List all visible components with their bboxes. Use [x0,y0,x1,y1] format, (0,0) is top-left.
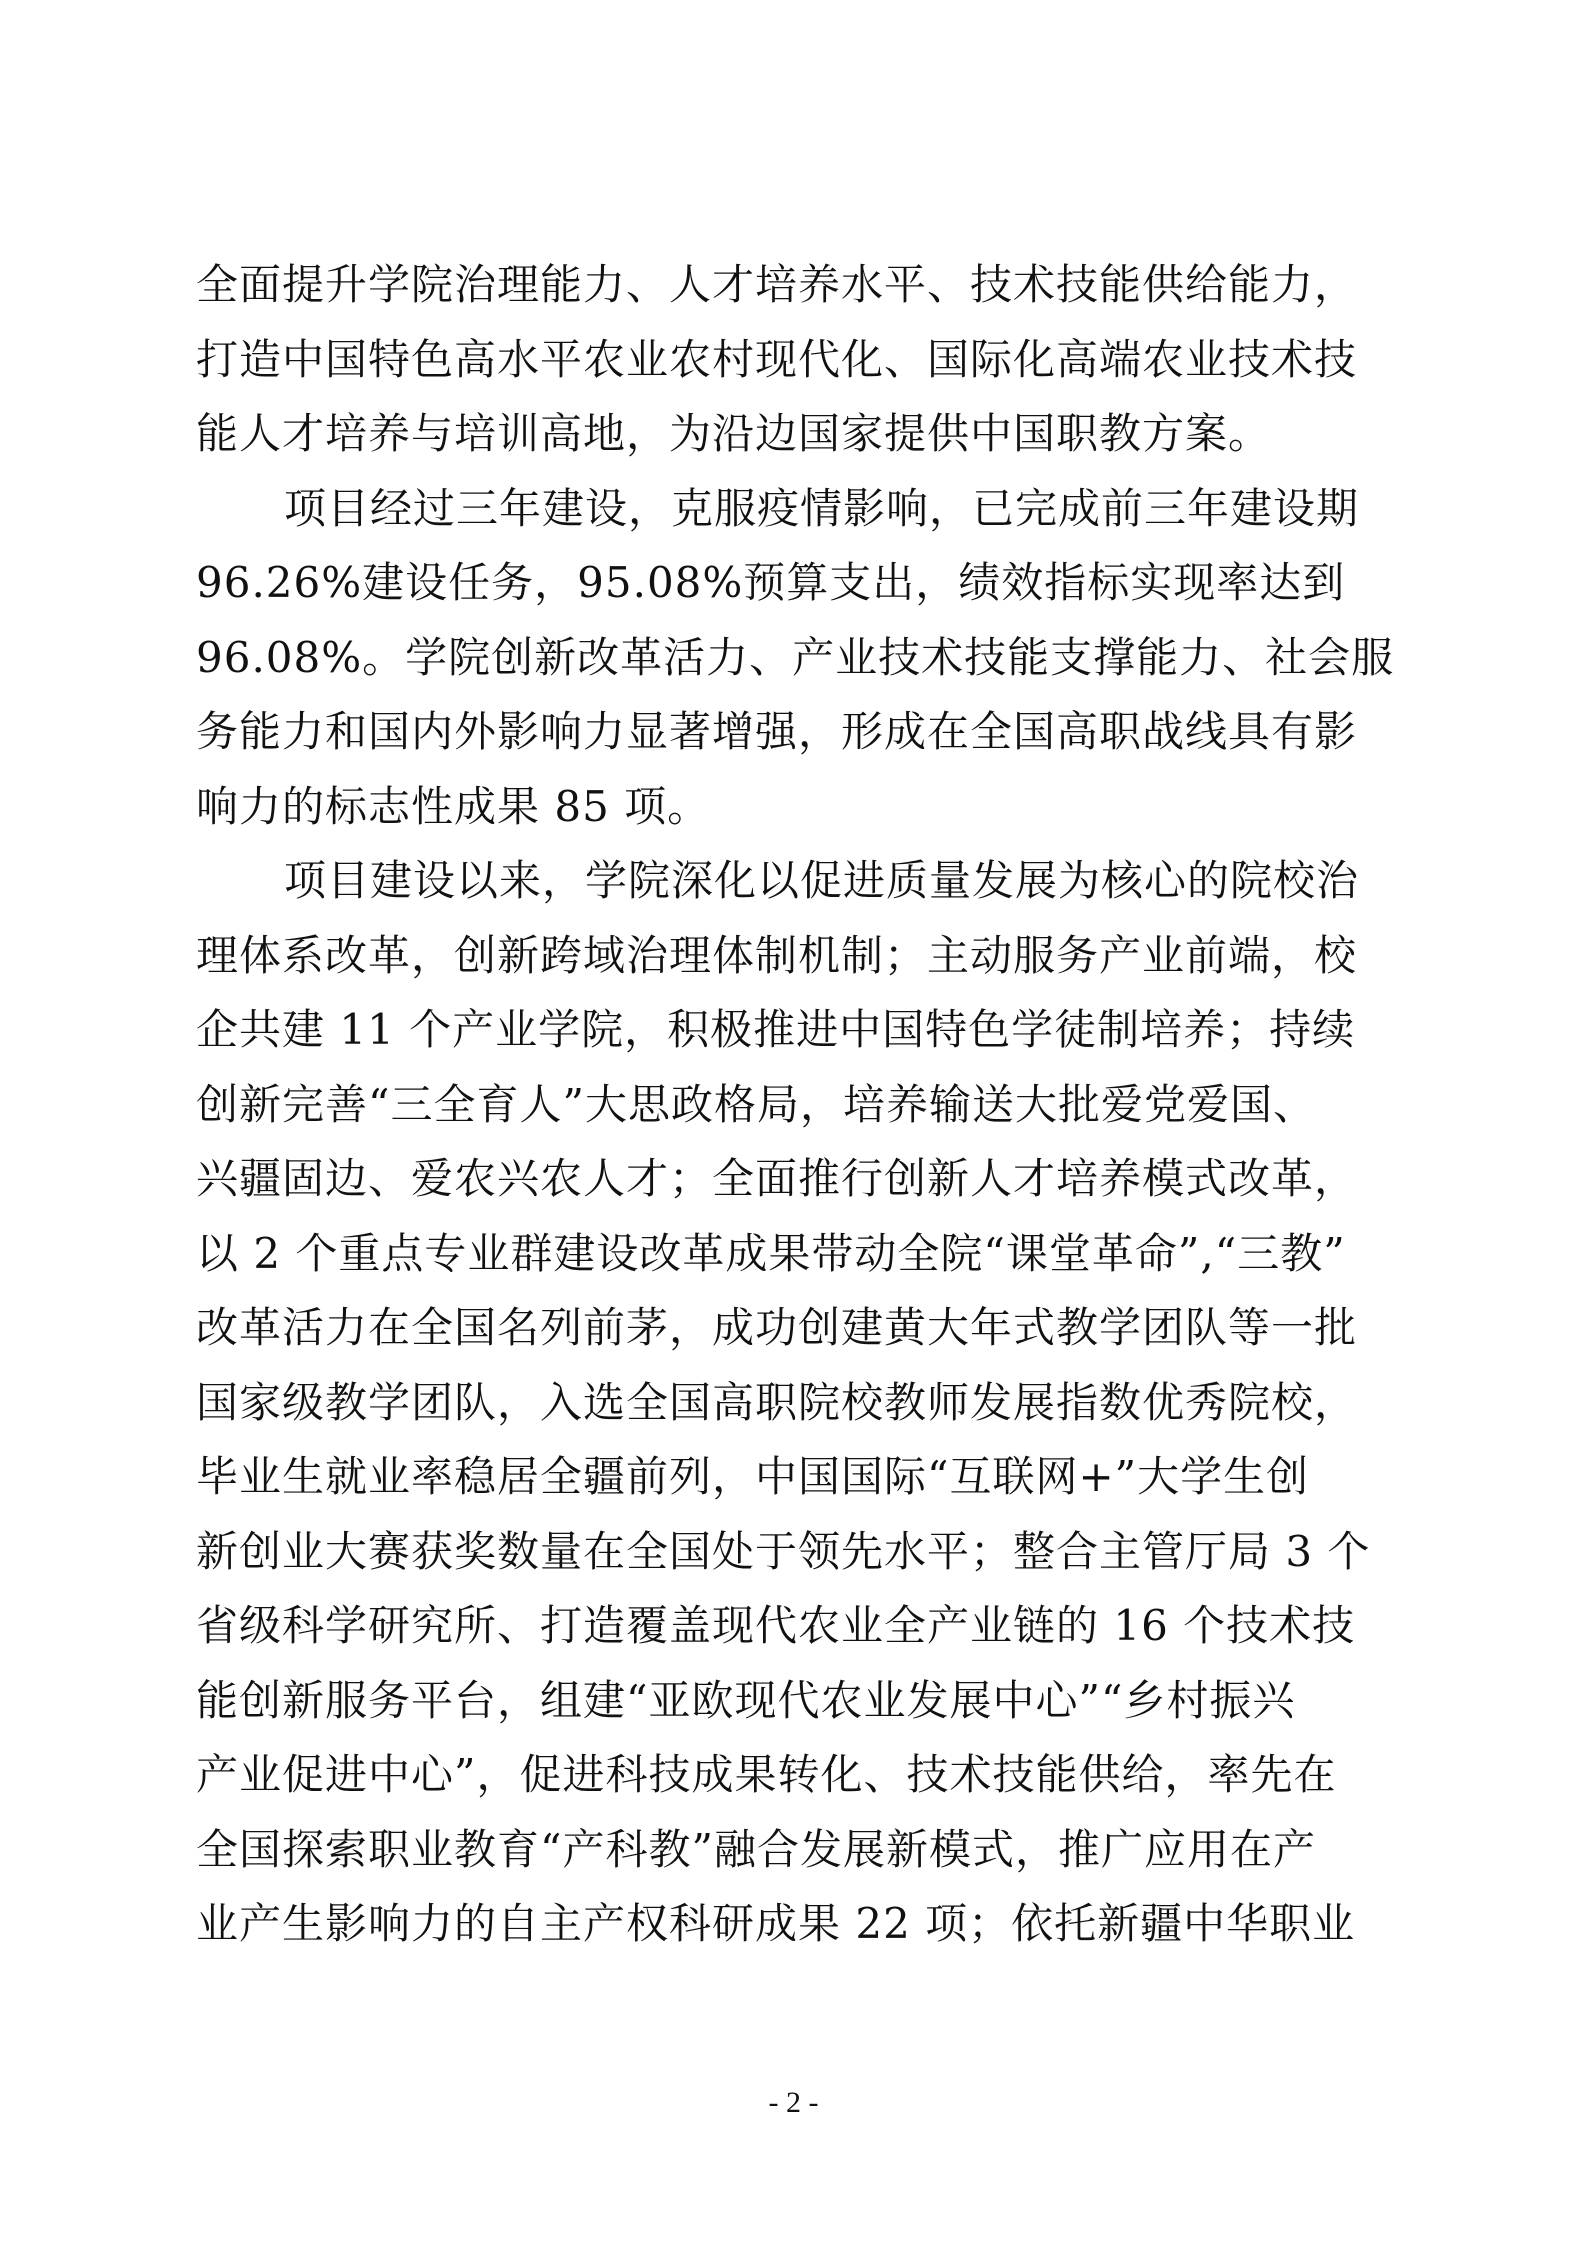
paragraph-first-line: 项目建设以来，学院深化以促进质量发展为核心的院校治 [284,856,1360,905]
text-line: 企共建 11 个产业学院，积极推进中国特色学徒制培养；持续 [196,1005,1356,1054]
page-number: - 2 - [768,2086,819,2119]
text-line: 兴疆固边、爱农兴农人才；全面推行创新人才培养模式改革， [196,1154,1358,1203]
text-line: 新创业大赛获奖数量在全国处于领先水平；整合主管厅局 3 个 [196,1526,1371,1576]
text-line: 全国探索职业教育“产科教”融合发展新模式，推广应用在产 [196,1824,1316,1874]
text-line: 打造中国特色高水平农业农村现代化、国际化高端农业技术技 [196,334,1358,384]
text-line: 96.08%。学院创新改革活力、产业技术技能支撑能力、社会服 [196,632,1395,682]
body-text [196,248,1396,1962]
text-line: 业产生影响力的自主产权科研成果 22 项；依托新疆中华职业 [196,1899,1356,1948]
text-line: 省级科学研究所、打造覆盖现代农业全产业链的 16 个技术技 [196,1601,1356,1650]
text-line: 创新完善“三全育人”大思政格局，培养输送大批爱党爱国、 [196,1079,1316,1129]
text-line: 产业促进中心”，促进科技成果转化、技术技能供给，率先在 [196,1750,1337,1799]
text-line: 国家级教学团队，入选全国高职院校教师发展指数优秀院校， [196,1377,1358,1427]
text-line: 全面提升学院治理能力、人才培养水平、技术技能供给能力， [196,260,1358,309]
text-line: 理体系改革，创新跨域治理体制机制；主动服务产业前端，校 [196,930,1358,980]
text-line: 能人才培养与培训高地，为沿边国家提供中国职教方案。 [196,409,1272,458]
text-line: 96.26%建设任务，95.08%预算支出，绩效指标实现率达到 [196,558,1346,607]
text-line: 务能力和国内外影响力显著增强，形成在全国高职战线具有影 [196,707,1358,756]
text-line: 能创新服务平台，组建“亚欧现代农业发展中心”“乡村振兴 [196,1675,1296,1725]
paragraph-first-line: 项目经过三年建设，克服疫情影响，已完成前三年建设期 [284,483,1360,533]
text-line: 以 2 个重点专业群建设改革成果带动全院“课堂革命”,“三教” [196,1228,1346,1278]
text-line: 改革活力在全国名列前茅，成功创建黄大年式教学团队等一批 [196,1303,1358,1352]
text-line: 毕业生就业率稳居全疆前列，中国国际“互联网+”大学生创 [196,1452,1310,1501]
text-line: 响力的标志性成果 85 项。 [196,781,711,831]
